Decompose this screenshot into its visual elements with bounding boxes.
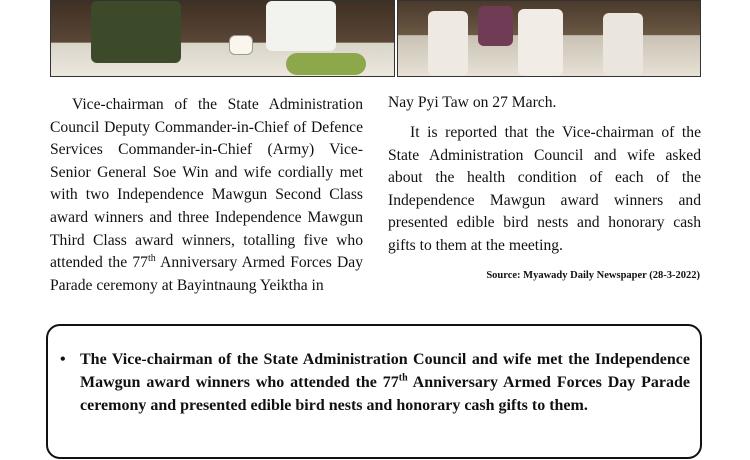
figure-host-right — [266, 1, 336, 51]
white-chair — [603, 13, 643, 76]
summary-box — [46, 324, 702, 459]
article-text-part1: Vice-chairman of the State Administration Council Deputy Commander-in-Chief of Defence Services Commander-in-Chief (Army) Vice-Senior General Soe Win and wife cordially met with two Independence Mawgun Second Class award winners and three Independence Mawgun Third Class award winners, totalling five who attended the 77 — [50, 96, 363, 272]
white-chair — [428, 11, 468, 76]
summary-item — [60, 348, 690, 417]
article-right-continuation: Nay Pyi Taw on 27 March. — [388, 94, 557, 111]
photo-meeting-table — [50, 0, 395, 77]
photo-banquet-hall — [397, 0, 701, 77]
white-chair — [518, 9, 563, 76]
teacup — [229, 35, 253, 55]
summary-text-part2: Anniversary Armed Forces Day Parade ceremony and presented edible bird nests and honorary cash gifts to them. — [80, 374, 690, 414]
figure-officer-left — [91, 1, 181, 63]
article-left-column — [50, 94, 363, 297]
article-source: Source: Myawady Daily Newspaper (28-3-2022) — [486, 270, 700, 281]
summary-text-part1: The Vice-chairman of the State Administration Council and wife met the Independence Mawgun award winners who attended the 77 — [80, 351, 690, 391]
bullet-icon: • — [60, 351, 66, 368]
ordinal-superscript: th — [147, 252, 156, 264]
guest-figure — [478, 6, 513, 46]
article-text-part2: Anniversary Armed Forces Day Parade ceremony at Bayintnaung Yeiktha in — [50, 254, 363, 294]
summary-superscript: th — [398, 372, 408, 384]
table-flowers — [286, 53, 366, 75]
article-right-paragraph: It is reported that the Vice-chairman of the State Administration Council and wife asked about the health condition of each of the Independence Mawgun award winners and presented edible bird nests and honorary cash gifts to them at the meeting. — [388, 124, 701, 254]
